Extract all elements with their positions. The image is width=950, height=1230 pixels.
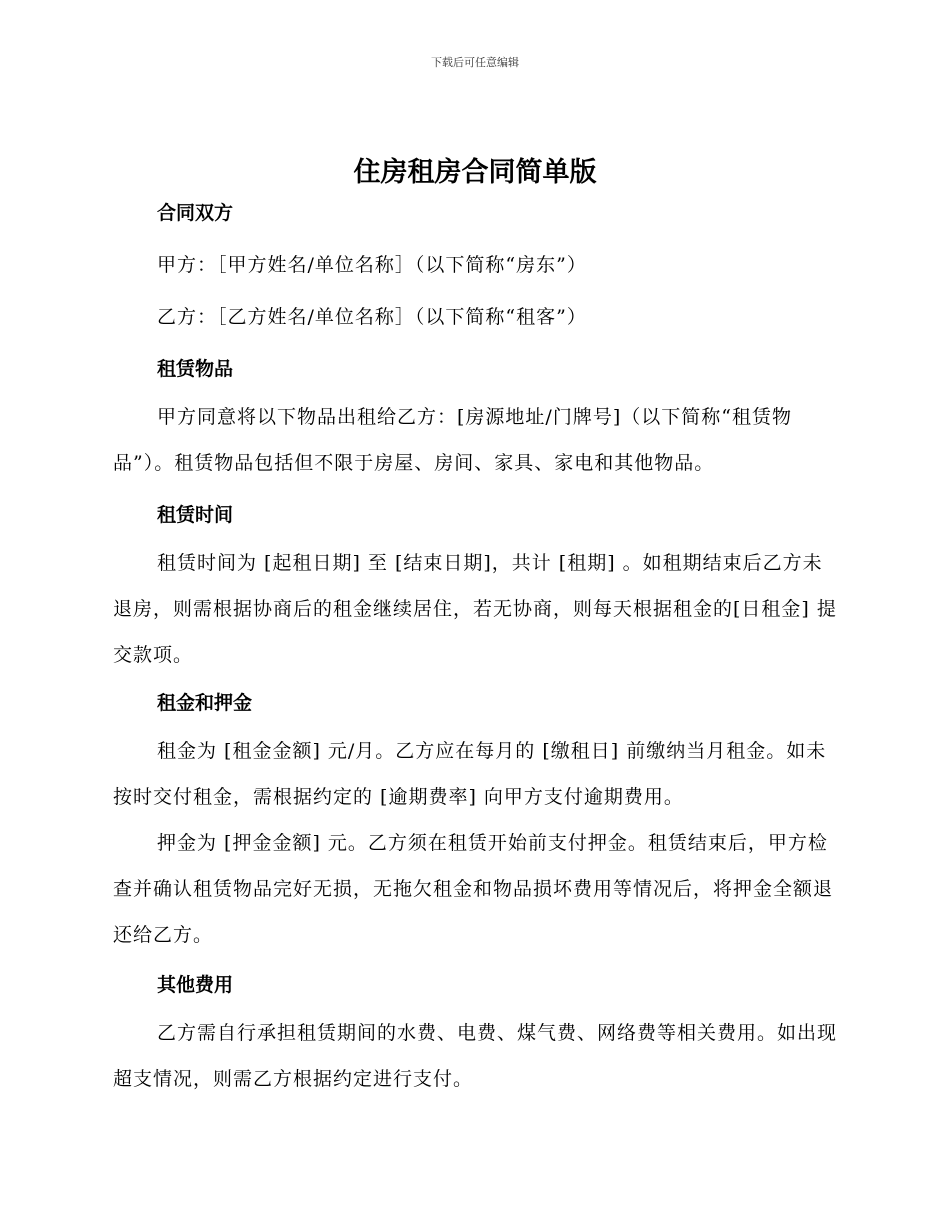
term-paragraph: 租赁时间为 [起租日期] 至 [结束日期]，共计 [租期] 。如租期结束后乙方未退房，则需根据协商后的租金继续居住，若无协商，则每天根据租金的[日租金] 提交款项。 — [113, 552, 837, 666]
header-note: 下载后可任意编辑 — [431, 56, 519, 69]
party-b-line: 乙方：［乙方姓名/单位名称］（以下简称“租客”） — [157, 306, 587, 328]
party-a-line: 甲方：［甲方姓名/单位名称］（以下简称“房东”） — [157, 254, 587, 276]
section-heading-parties: 合同双方 — [157, 202, 234, 224]
item-paragraph: 甲方同意将以下物品出租给乙方：[房源地址/门牌号]（以下简称“租赁物品”）。租赁物品包括但不限于房屋、房间、家具、家电和其他物品。 — [113, 406, 792, 474]
section-heading-other: 其他费用 — [157, 974, 234, 996]
other-fees-paragraph: 乙方需自行承担租赁期间的水费、电费、煤气费、网络费等相关费用。如出现超支情况，则需乙方根据约定进行支付。 — [113, 1022, 838, 1090]
section-heading-rent: 租金和押金 — [157, 692, 253, 714]
deposit-paragraph: 押金为 [押金金额] 元。乙方须在租赁开始前支付押金。租赁结束后，甲方检查并确认租赁物品完好无损，无拖欠租金和物品损坏费用等情况后，将押金全额退还给乙方。 — [113, 832, 834, 946]
document-title: 住房租房合同简单版 — [353, 157, 597, 188]
section-heading-term: 租赁时间 — [157, 504, 234, 526]
rent-paragraph: 租金为 [租金金额] 元/月。乙方应在每月的 [缴租日] 前缴纳当月租金。如未按时交付租金，需根据约定的 [逾期费率] 向甲方支付逾期费用。 — [113, 740, 827, 808]
section-heading-item: 租赁物品 — [157, 358, 234, 380]
